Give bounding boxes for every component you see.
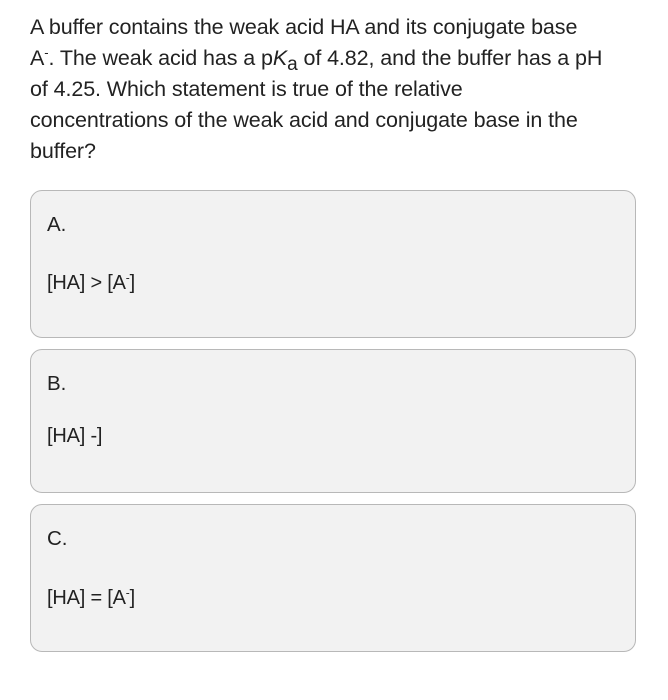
ka-subscript: a (287, 54, 298, 75)
option-text (47, 272, 135, 295)
option-text-main: [HA] > [A (47, 272, 126, 294)
answer-option-c[interactable] (30, 504, 636, 652)
option-letter: C. (47, 527, 68, 550)
question-line-2b: of 4.82, and the buffer has a pH (297, 46, 603, 70)
option-text-main: [HA] = [A (47, 587, 126, 609)
option-text (47, 587, 135, 610)
option-text-main: [HA] -] (47, 425, 103, 447)
conjugate-base-symbol: A (30, 46, 45, 70)
option-charge: - (125, 270, 130, 285)
question-line-4: concentrations of the weak acid and conjugate base in the (30, 108, 578, 132)
option-text (47, 425, 102, 448)
option-text-close: ] (129, 272, 135, 294)
option-letter: B. (47, 372, 67, 395)
question-line-5: buffer? (30, 139, 96, 163)
question-line-2a: . The weak acid has a p (48, 46, 273, 70)
option-text-close: ] (129, 587, 135, 609)
question-text (30, 12, 650, 167)
answer-option-b[interactable] (30, 349, 636, 493)
base-charge: - (44, 44, 49, 60)
option-letter: A. (47, 213, 67, 236)
option-charge: - (125, 585, 130, 600)
ka-symbol: K (272, 46, 288, 70)
answer-option-a[interactable] (30, 190, 636, 338)
question-line-1: A buffer contains the weak acid HA and its conjugate base (30, 15, 578, 39)
question-line-3: of 4.25. Which statement is true of the relative (30, 77, 463, 101)
